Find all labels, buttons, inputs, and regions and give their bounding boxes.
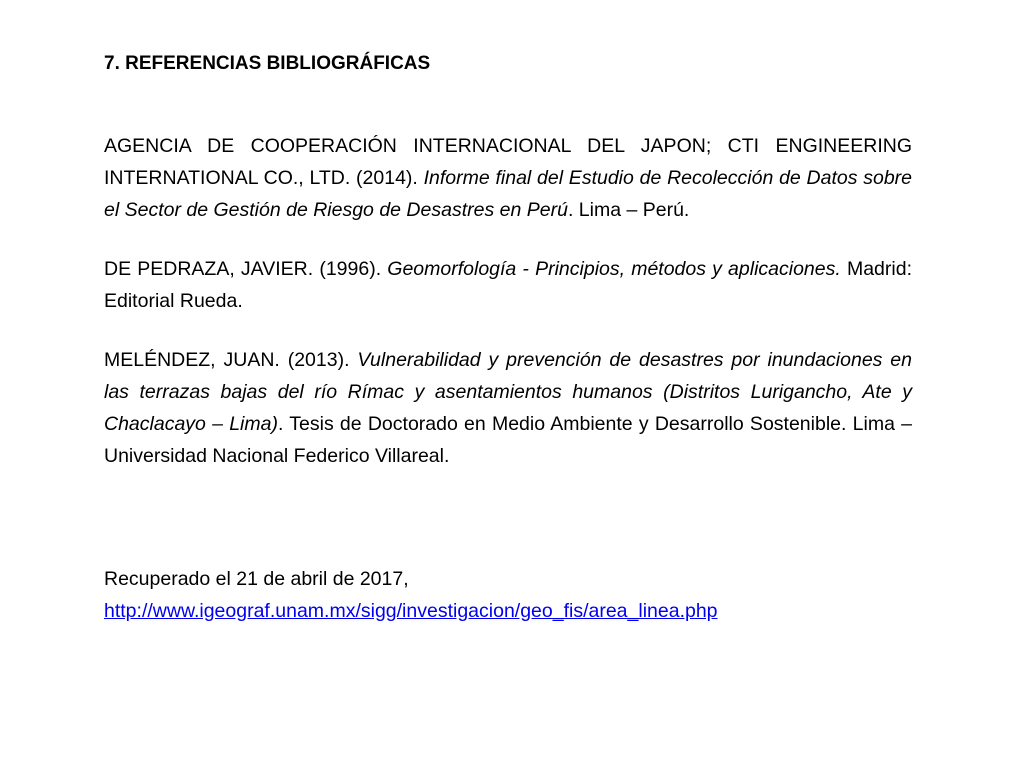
reference-pedraza [104,253,912,317]
reference-publisher: . Lima – Perú. [567,199,690,221]
reference-publisher: . Tesis de Doctorado en Medio Ambiente y Desarrollo Sostenible. Lima – Universidad Nacional Federico Villareal. [104,413,912,467]
reference-authors-year: MELÉNDEZ, JUAN. (2013). [104,349,358,371]
source-url-link[interactable]: http://www.igeograf.unam.mx/sigg/investigacion/geo_fis/area_linea.php [104,600,718,622]
recovered-note [104,563,912,627]
reference-authors-year: DE PEDRAZA, JAVIER. (1996). [104,258,388,280]
reference-title: Informe final del Estudio de Recolección de Datos sobre el Sector de Gestión de Riesgo de Desastres en Perú [104,167,913,221]
reference-melendez [104,344,912,472]
reference-title: Vulnerabilidad y prevención de desastres por inundaciones en las terrazas bajas del río Rímac y asentamientos humanos (Distritos Lurigancho, Ate y Chaclacayo – Lima) [104,349,912,435]
reference-jica [104,130,912,226]
section-heading: 7. REFERENCIAS BIBLIOGRÁFICAS [104,53,431,74]
recovered-date-text: Recuperado el 21 de abril de 2017, [104,568,409,590]
reference-title: Geomorfología - Principios, métodos y aplicaciones. [387,258,841,280]
reference-authors-year: AGENCIA DE COOPERACIÓN INTERNACIONAL DEL JAPON; CTI ENGINEERING INTERNATIONAL CO., LTD. (2014). [104,135,912,189]
reference-list [104,130,912,472]
reference-publisher: Madrid: Editorial Rueda. [104,258,912,312]
